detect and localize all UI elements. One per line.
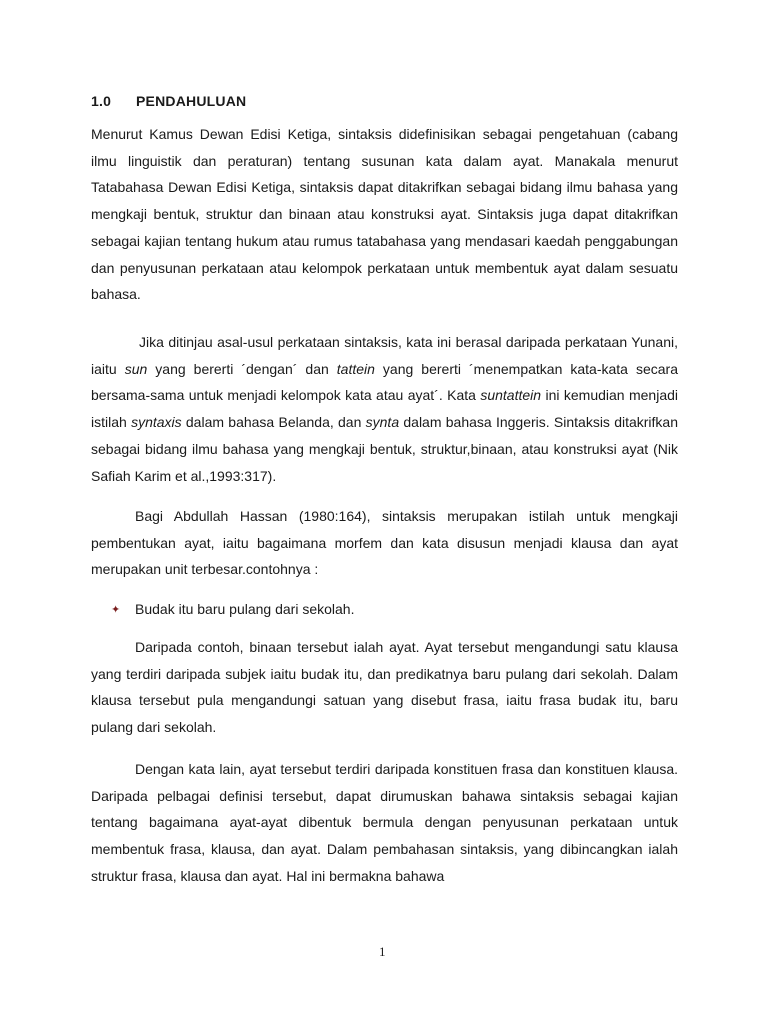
paragraph-2-text: yang bererti ´dengan´ dan [147,360,337,377]
italic-term: syntaxis [131,414,182,431]
paragraph-6: Dengan kata lain, ayat tersebut terdiri daripada konstituen frasa dan konstituen klausa. Daripada pelbagai definisi tersebut, dapat dirumuskan bahawa sintaksis sebagai kajian tentang bagaimana ayat-ayat dibentuk bermula dengan penyusunan perkataan untuk membentuk frasa, klausa, dan ayat. Dalam pembahasan sintaksis, yang dibincangkan ialah struktur frasa, klausa dan ayat. Hal ini bermakna bahawa [91,761,678,884]
paragraph-2-text: ini kemudian menjadi istilah [91,387,678,431]
paragraph-3: Bagi Abdullah Hassan (1980:164), sintaksis merupakan istilah untuk mengkaji pembentukan ayat, iaitu bagaimana morfem dan kata disusun menjadi klausa dan ayat merupakan unit terbesar.contohnya : [91,508,678,578]
section-title: PENDAHULUAN [136,93,247,109]
example-sentence: Budak itu baru pulang dari sekolah. [135,601,355,617]
italic-term: sun [124,360,148,377]
paragraph-2-text: dalam bahasa Belanda, dan [181,414,366,431]
paragraph-2-text: yang bererti ´menempatkan kata-kata secara bersama-sama untuk menjadi kelompok kata atau ayat´. Kata [91,360,679,404]
italic-term: synta [365,414,400,431]
page-number: 1 [379,944,386,959]
arrow-bullet-icon: ✦ [111,604,121,616]
paragraph-1: Menurut Kamus Dewan Edisi Ketiga, sintaksis didefinisikan sebagai pengetahuan (cabang ilmu linguistik dan peraturan) tentang susunan kata dalam ayat. Manakala menurut Tatabahasa Dewan Edisi Ketiga, sintaksis dapat ditakrifkan sebagai bidang ilmu bahasa yang mengkaji bentuk, struktur dan binaan atau konstruksi ayat. Sintaksis juga dapat ditakrifkan sebagai kajian tentang hukum atau rumus tatabahasa yang mendasari kaedah penggabungan dan penyusunan perkataan atau kelompok perkataan untuk membentuk ayat dalam sesuatu bahasa. [91,126,678,303]
paragraph-2 [91,329,678,489]
paragraph-5: Daripada contoh, binaan tersebut ialah ayat. Ayat tersebut mengandungi satu klausa yang terdiri daripada subjek iaitu budak itu, dan predikatnya baru pulang dari sekolah. Dalam klausa tersebut pula mengandungi satuan yang disebut frasa, iaitu frasa budak itu, baru pulang dari sekolah. [91,639,678,736]
section-number: 1.0 [91,93,112,109]
italic-term: tattein [336,360,375,377]
italic-term: suntattein [480,387,542,404]
example-bullet [111,596,354,624]
paragraph-2-text: Jika ditinjau asal-usul perkataan sintaksis, kata ini berasal daripada perkataan Yunani, iaitu [91,334,678,377]
paragraph-2-text: dalam bahasa Inggeris. Sintaksis ditakrifkan sebagai bidang ilmu bahasa yang mengkaji bentuk, struktur,binaan, atau konstruksi ayat (Nik Safiah Karim et al.,1993:317). [91,414,678,484]
section-heading [91,93,246,109]
